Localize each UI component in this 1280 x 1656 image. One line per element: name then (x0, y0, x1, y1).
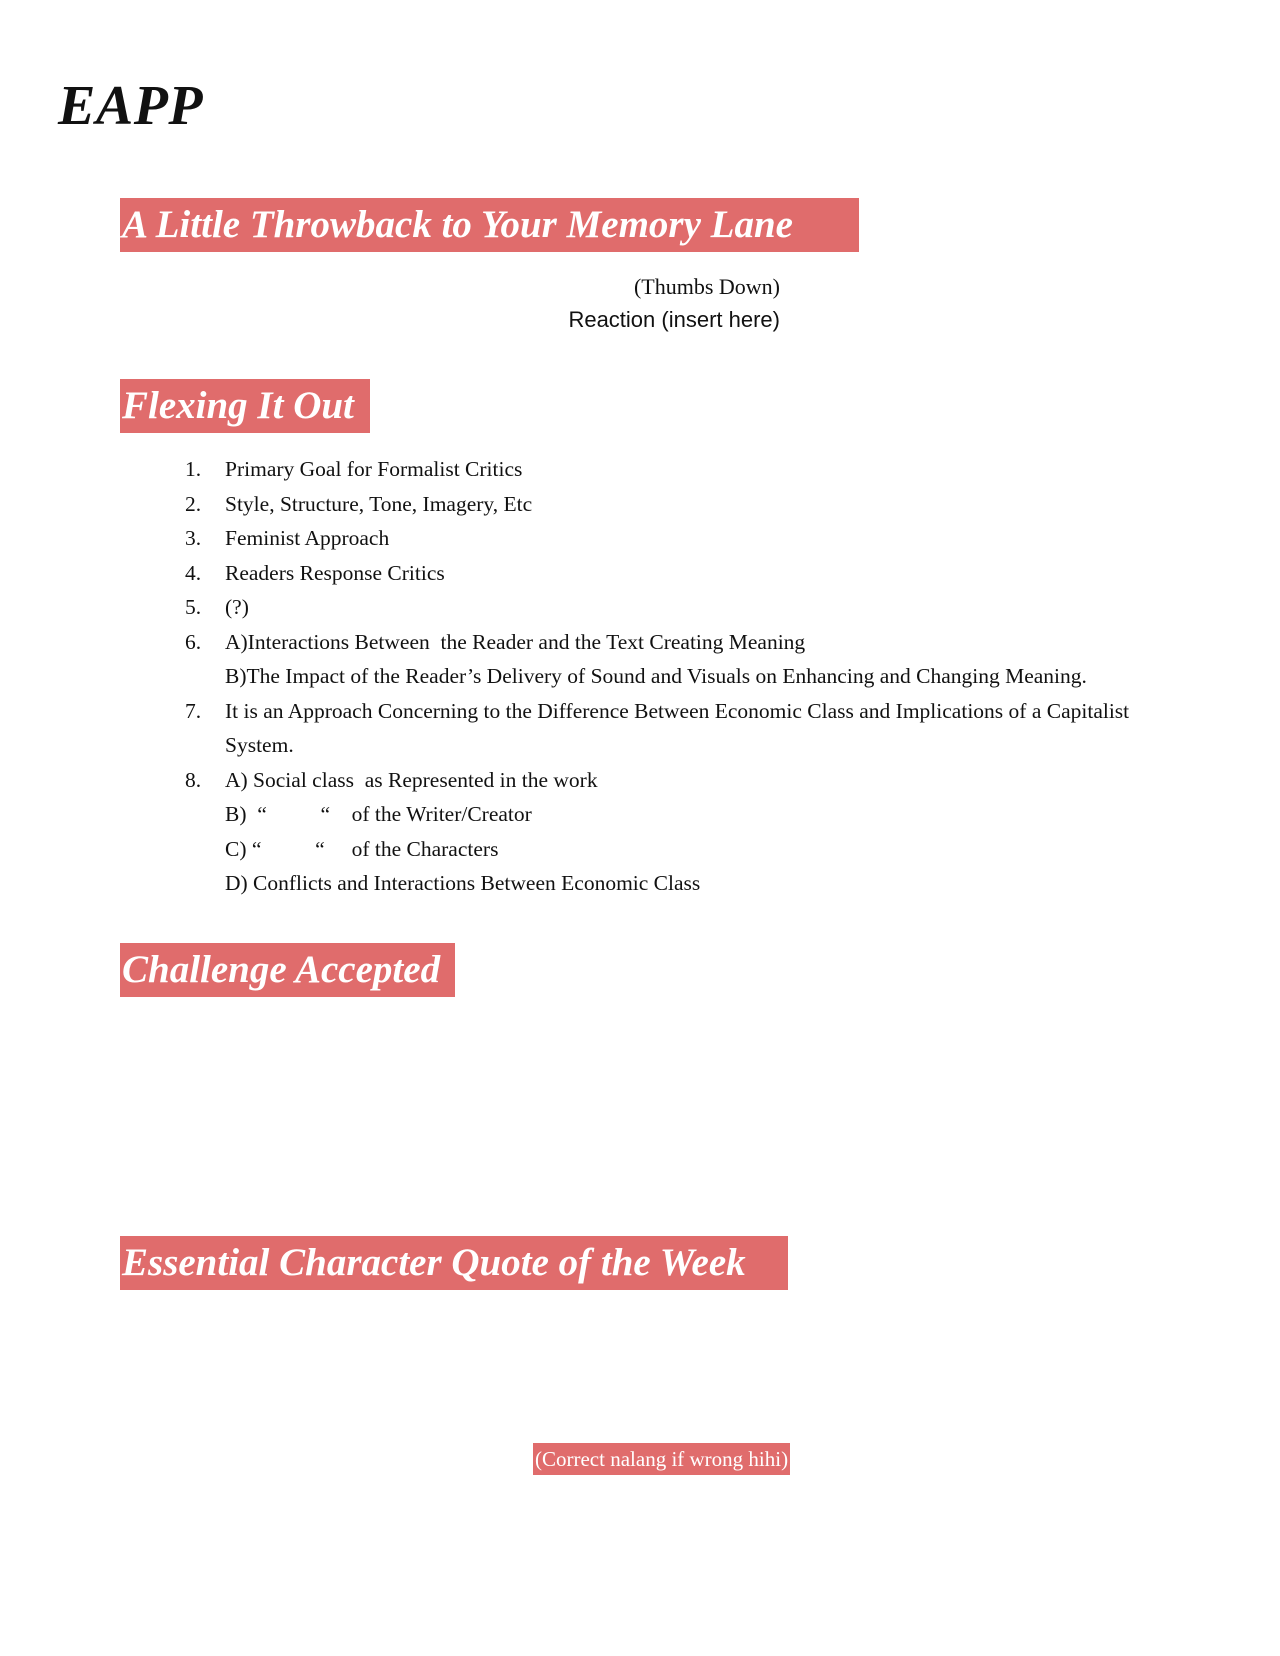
section-heading-challenge: Challenge Accepted (120, 943, 455, 997)
list-item-text: Primary Goal for Formalist Critics (225, 457, 523, 481)
answer-list (185, 452, 1145, 901)
list-item-text: B)The Impact of the Reader’s Delivery of Sound and Visuals on Enhancing and Changing Meaning. (225, 664, 1087, 688)
list-item-text: It is an Approach Concerning to the Difference Between Economic Class and Implications of a Capitalist System. (225, 698, 1130, 757)
section-heading-flexing: Flexing It Out (120, 379, 370, 433)
list-item-number: 7. (185, 698, 202, 723)
list-item (185, 625, 1145, 694)
list-item-text: C) “ “ of the Characters (225, 836, 499, 861)
list-item-text: Readers Response Critics (225, 560, 445, 585)
list-item-text: A) Social class as Represented in the work (225, 767, 598, 792)
list-item (185, 763, 1145, 901)
list-item-text: (?) (225, 595, 249, 619)
section-heading-throwback: A Little Throwback to Your Memory Lane (120, 198, 859, 252)
list-item-number: 3. (185, 526, 202, 550)
section-heading-quote: Essential Character Quote of the Week (120, 1236, 788, 1290)
list-item (185, 556, 1145, 591)
list-item-number: 5. (185, 595, 202, 619)
list-item-text: D) Conflicts and Interactions Between Economic Class (225, 871, 701, 895)
list-item-text: A)Interactions Between the Reader and the Text Creating Meaning (225, 629, 806, 654)
correction-note: (Correct nalang if wrong hihi) (533, 1443, 790, 1475)
list-item (185, 590, 1145, 625)
list-item (185, 487, 1145, 522)
list-item (185, 452, 1145, 487)
list-item (185, 694, 1145, 763)
list-item-number: 1. (185, 457, 202, 481)
list-item-text: B) “ “ of the Writer/Creator (225, 802, 532, 826)
list-item (185, 521, 1145, 556)
list-item-number: 8. (185, 767, 202, 792)
document-title: EAPP (58, 75, 204, 137)
list-item-number: 6. (185, 629, 202, 654)
list-item-text: Feminist Approach (225, 526, 390, 550)
list-item-number: 2. (185, 491, 202, 516)
list-item-text: Style, Structure, Tone, Imagery, Etc (225, 491, 533, 516)
reaction-placeholder: Reaction (insert here) (568, 307, 780, 332)
reaction-label: (Thumbs Down) (633, 274, 780, 299)
list-item-number: 4. (185, 560, 202, 585)
